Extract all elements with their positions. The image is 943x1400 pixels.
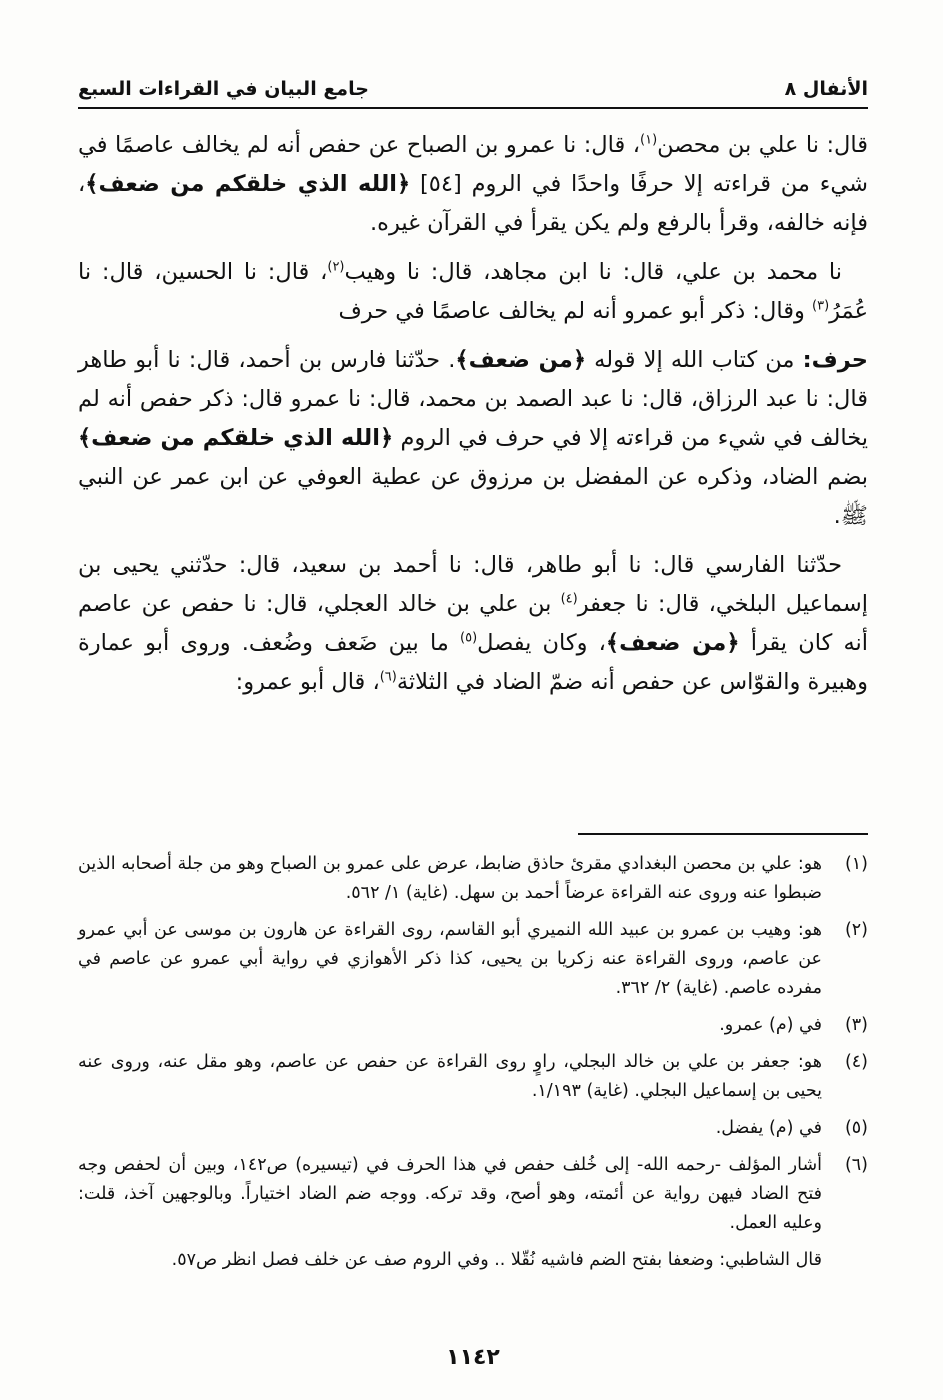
footnote-text: أشار المؤلف -رحمه الله- إلى خُلف حفص في هذا الحرف في (تيسيره) ص١٤٢، وبين أن لحفص وجه فتح الضاد فيهن رواية عن أئمته، وهو أصح، وقد تركه. ووجه ضم الضاد اختياراً. وبالوجهين آخذ، قلت: وعليه العمل.	[78, 1155, 822, 1233]
footnote-divider	[578, 833, 868, 835]
footnote-ref-6[interactable]: (٦)	[379, 669, 397, 685]
footnote-number: (٢)	[844, 920, 868, 940]
footnote	[78, 1151, 868, 1238]
footnote-text: في (م) يفضل.	[715, 1118, 822, 1138]
quran-quote: ﴿من ضعف﴾	[605, 630, 740, 656]
chapter-label: الأنفال ٨	[784, 78, 868, 100]
footnote-number: (٦)	[844, 1155, 868, 1175]
lead-word: حرف:	[802, 347, 868, 373]
footnote-ref-4[interactable]: (٤)	[560, 591, 578, 607]
footnote-number: (١)	[844, 854, 868, 874]
footnote	[78, 850, 868, 908]
paragraph-2: نا محمد بن علي، قال: نا ابن مجاهد، قال: نا وهيب$^{(٢)}$، قال: نا الحسين، قال: نا عُمَرُ$^{(٣)}$ وقال: ذكر أبو عمرو أنه لم يخالف عاصمًا في حرف	[78, 259, 868, 324]
paragraph-4: حدّثنا الفارسي قال: نا أبو طاهر، قال: نا أحمد بن سعيد، قال: حدّثني يحيى بن إسماعيل البلخي، قال: نا جعفر$^{(٤)}$ بن علي بن خالد العجلي، قال: نا حفص عن عاصم أنه كان يقرأ ﴿من ضعف﴾، وكان يفصل$^{(٥)}$ ما بين ضَعف وضُعف. وروى أبو عمارة وهبيرة والقوّاس عن حفص أنه ضمّ الضاد في الثلاثة$^{(٦)}$، قال أبو عمرو:	[78, 552, 869, 695]
footnote-ref-5[interactable]: (٥)	[460, 630, 478, 646]
footnote-text: هو: علي بن محصن البغدادي مقرئ حاذق ضابط، عرض على عمرو بن الصباح وهو من جلة أصحابه الذين ضبطوا عنه وروى عنه القراءة عرضاً أحمد بن سهل. (غاية) ١/ ٥٦٢.	[78, 854, 822, 903]
poem-citation: قال الشاطبي: وضعفا بفتح الضم فاشيه نُقّلا .. وفي الروم صف عن خلف فصل انظر ص٥٧.	[171, 1250, 822, 1270]
footnote-number: (٤)	[844, 1052, 868, 1072]
footnote-number: (٣)	[844, 1015, 868, 1035]
page-number: ١١٤٢	[446, 1345, 500, 1370]
footnotes	[78, 850, 868, 1275]
book-page	[78, 60, 868, 1390]
header-divider	[78, 107, 868, 109]
book-title: جامع البيان في القراءات السبع	[78, 78, 369, 100]
paragraph-3: حرف: من كتاب الله إلا قوله ﴿من ضعف﴾. حدّثنا فارس بن أحمد، قال: نا أبو طاهر قال: نا عبد الرزاق، قال: نا عبد الصمد بن محمد، قال: نا عمرو قال: ذكر حفص أنه لم يخالف في شيء من قراءته إلا في حرف في الروم ﴿الله الذي خلقكم من ضعف﴾ بضم الضاد، وذكره عن المفضل بن مرزوق عن عطية العوفي عن ابن عمر عن النبي ﷺ.	[78, 347, 868, 529]
footnote	[78, 1048, 868, 1106]
footnote-text: في (م) عمرو.	[719, 1015, 822, 1035]
footnote-number: (٥)	[844, 1118, 868, 1138]
footnote-text: هو: وهيب بن عمرو بن عبيد الله النميري أبو القاسم، روى القراءة عن هارون بن موسى عن أبي عمرو عن عاصم، وروى القراءة عنه زكريا بن يحيى، كذا ذكر الأهوازي في رواية أبي عمرو عن عاصم في مفرده عاصم. (غاية) ٢/ ٣٦٢.	[78, 920, 822, 998]
footnote	[78, 916, 868, 1003]
quran-quote: ﴿الله الذي خلقكم من ضعف﴾	[85, 171, 411, 197]
quran-quote: ﴿الله الذي خلقكم من ضعف﴾	[78, 425, 394, 451]
quran-quote: ﴿من ضعف﴾	[455, 347, 587, 373]
footnote	[78, 1011, 868, 1040]
footnote-text: هو: جعفر بن علي بن خالد البجلي، راوٍ روى القراءة عن حفص عن عاصم، وهو مقل عنه، وروى عنه يحيى بن إسماعيل البجلي. (غاية) ١/١٩٣.	[78, 1052, 822, 1101]
footnote-ref-2[interactable]: (٢)	[327, 259, 345, 275]
main-text	[78, 126, 868, 712]
footnote-ref-1[interactable]: (١)	[640, 132, 658, 148]
running-header	[78, 70, 868, 100]
footnote	[78, 1114, 868, 1143]
footnote-ref-3[interactable]: (٣)	[812, 298, 830, 314]
paragraph-1: قال: نا علي بن محصن$^{(١)}$، قال: نا عمرو بن الصباح عن حفص أنه لم يخالف عاصمًا في شيء من قراءته إلا حرفًا واحدًا في الروم [٥٤] ﴿الله الذي خلقكم من ضعف﴾، فإنه خالفه، وقرأ بالرفع ولم يكن يقرأ في القرآن غيره.	[78, 132, 868, 236]
